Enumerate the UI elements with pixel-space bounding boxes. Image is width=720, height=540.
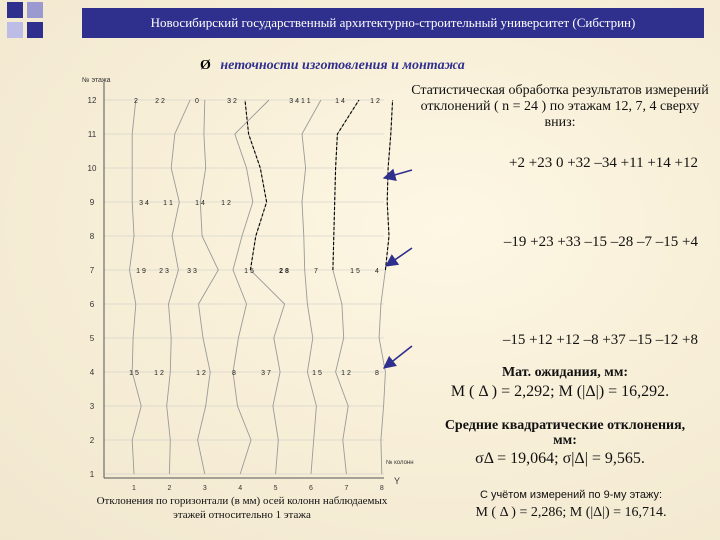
column-3-deviation-line (198, 100, 219, 474)
y-tick-label-5: 5 (89, 334, 95, 343)
column-5-deviation-line (245, 100, 285, 474)
floor-7-label-1: 1 9 (136, 268, 146, 275)
floor-9-label-1: 3 4 (139, 200, 149, 207)
y-axis-title: № этажа (82, 77, 111, 84)
floor-7-label-7: 1 5 (350, 268, 360, 275)
y-tick-label-9: 9 (89, 198, 95, 207)
pointer-arrow-3 (384, 346, 412, 368)
sd-formula: σΔ = 19,064; σ|Δ| = 9,565. (475, 450, 645, 467)
ninth-floor-note: С учётом измерений по 9-му этажу: (479, 489, 663, 501)
column-7-deviation-line (333, 100, 359, 474)
x-tick-label-7: 7 (344, 485, 349, 492)
column-1-deviation-line (130, 100, 142, 474)
floor-12-label-4: 3 2 (227, 98, 237, 105)
floor-4-label-5: 3 7 (261, 370, 271, 377)
x-tick-label-5: 5 (273, 485, 278, 492)
y-tick-label-12: 12 (87, 96, 97, 105)
floor-7-values: –19 +23 +33 –15 –28 –7 –15 +4 (503, 234, 698, 250)
x-tick-label-2: 2 (167, 485, 172, 492)
ninth-floor-formula: M ( Δ ) = 2,286; M (|Δ|) = 16,714. (475, 505, 667, 520)
x-tick-label-3: 3 (202, 485, 207, 492)
floor-9-label-4: 1 2 (221, 200, 231, 207)
floor-4-label-3: 1 2 (196, 370, 206, 377)
floor-7-label-8: 4 (375, 268, 379, 275)
y-tick-label-4: 4 (89, 368, 95, 377)
floor-12-label-7: 1 2 (370, 98, 380, 105)
floor-9-label-3: 1 4 (195, 200, 205, 207)
header-title: Новосибирский государственный архитектурно-строительный университет (Сибстрин) (150, 15, 636, 30)
floor-12-label-3: 0 (195, 98, 199, 105)
subtitle-text: неточности изготовления и монтажа (220, 58, 465, 73)
floor-7-label-2: 2 3 (159, 268, 169, 275)
bullet-arrow-icon: Ø (200, 58, 211, 73)
column-8-deviation-line (379, 100, 393, 474)
y-tick-label-1: 1 (89, 470, 95, 479)
floor-12-values: +2 +23 0 +32 –34 +11 +14 +12 (509, 155, 698, 171)
floor-12-label-6: 1 4 (335, 98, 345, 105)
floor-12-label-1: 2 (134, 98, 138, 105)
mean-formula: M ( Δ ) = 2,292; M (|Δ|) = 16,292. (450, 383, 670, 400)
description-text: Статистическая обработка результатов измерений отклонений ( n = 24 ) по этажам 12, 7, 4 сверху вниз: (411, 83, 709, 130)
y-tick-label-7: 7 (89, 266, 95, 275)
column-4-deviation-line (233, 100, 269, 474)
y-tick-label-8: 8 (89, 232, 95, 241)
floor-7-label-3: 3 3 (187, 268, 197, 275)
y-tick-label-2: 2 (89, 436, 95, 445)
column-2-deviation-line (167, 100, 190, 474)
floor-4-label-4: 8 (232, 370, 236, 377)
floor-4-values: –15 +12 +12 –8 +37 –15 –12 +8 (502, 332, 698, 348)
x-tick-label-6: 6 (309, 485, 313, 492)
column-5-dashed-trace (245, 100, 267, 270)
floor-4-label-6: 1 5 (312, 370, 322, 377)
x-tick-label-4: 4 (238, 485, 243, 492)
floor-12-label-5: 3 4 1 1 (289, 98, 311, 105)
column-6-deviation-line (302, 100, 321, 474)
pointer-arrow-2 (386, 248, 412, 266)
x-axis-title: № колонн (386, 460, 414, 466)
y-tick-label-11: 11 (87, 130, 97, 139)
x-tick-label-8: 8 (379, 485, 384, 492)
floor-9-label-2: 1 1 (163, 200, 173, 207)
column-7-dashed-trace (333, 100, 359, 270)
chart-caption: Отклонения по горизонтали (в мм) осей колонн наблюдаемых этажей относительно 1 этажа (96, 495, 388, 521)
floor-4-label-1: 1 5 (129, 370, 139, 377)
floor-7-label-4: 1 5 (244, 268, 254, 275)
x-axis-letter: Y (394, 476, 401, 486)
floor-7-label-6: 7 (314, 268, 318, 275)
floor-4-label-8: 8 (375, 370, 379, 377)
x-tick-label-1: 1 (132, 485, 136, 492)
floor-7-label-5: 2 8 (279, 268, 289, 275)
y-tick-label-10: 10 (87, 164, 97, 173)
y-tick-label-6: 6 (89, 300, 95, 309)
y-tick-label-3: 3 (89, 402, 95, 411)
floor-4-label-7: 1 2 (341, 370, 351, 377)
sd-heading: Средние квадратические отклонения, мм: (444, 418, 686, 448)
mean-heading: Мат. ожидания, мм: (501, 365, 629, 380)
floor-12-label-2: 2 2 (155, 98, 165, 105)
floor-4-label-2: 1 2 (154, 370, 164, 377)
